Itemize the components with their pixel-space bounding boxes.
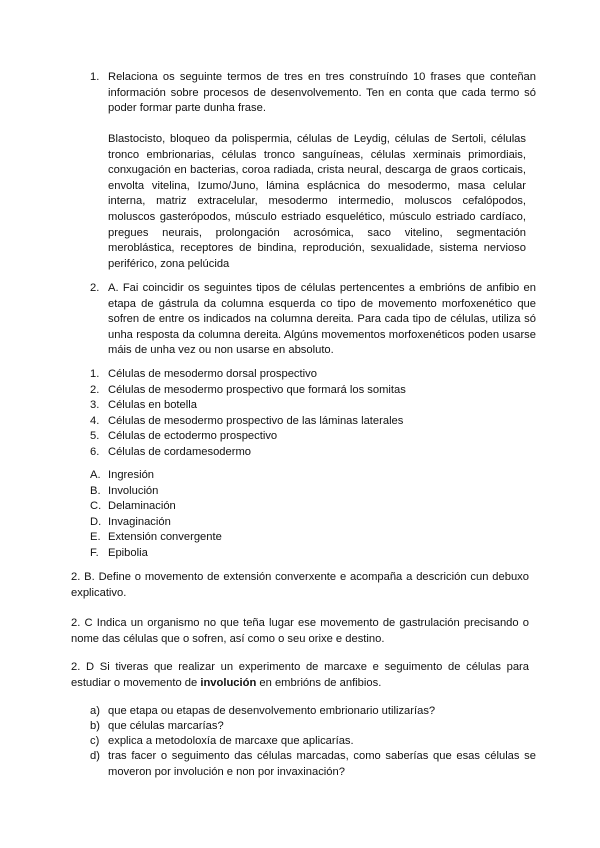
question-2-number: 2.	[90, 282, 100, 294]
question-2d	[71, 660, 529, 691]
question-2c: 2. C Indica un organismo no que teña lugar ese movemento de gastrulación precisando o nome das células que o sofren, así como o seu orixe e destino.	[71, 617, 529, 645]
document-page: 1. Relaciona os seguinte termos de tres en tres construíndo 10 frases que conteñan información sobre procesos de desenvolvemento. Ten en conta que cada termo só poder formar parte dunha frase. Blastocisto, bloqueo da polispermia, células de Leydig, células de Sertoli, células tronco embrionarias, células tronco sanguíneas, células xerminais primordiais, conxugación en bacterias, coroa radiada, crista neural, descarga de graos corticais, envolta vitelina, Izumo/Juno, lámina esplácnica do mesodermo, masa celular interna, matriz extracelular, mesodermo intermedio, moluscos cefalópodos, moluscos gasterópodos, músculo estriado esquelético, músculo estriado cardíaco, pregues neurais, prolongación acrosómica, saco vitelino, segmentación meroblástica, receptores de bindina, reprodución, sexualidade, sistema nervioso periférico, zona pelúcida 2. A. Fai coincidir os seguintes tipos de células pertencentes a embrións de anfibio en etapa de gástrula da columna esquerda co tipo de movemento morfoxenético que sofren de entre os indicados na columna dereita. Para cada tipo de células, utiliza só unha resposta da columna dereita. Algúns movementos morfoxenéticos poden usarse máis de unha vez ou non usarse en absoluto. 1. Células de mesodermo dorsal prospectivo 2. Células de mesodermo prospectivo que formará los somitas 3. Células en botella 4. Células de mesodermo prospectivo de las láminas laterales 5. Células de ectodermo prospectivo 6. Células de cordamesodermo A. Ingresión B. Involución C. Delaminación D. Invaginación E. Extensión convergente F. Epibolia 2. B. Define o movemento de extensión converxente e acompaña a descrición cun debuxo explicativo. 2. C Indica un organismo no que teña lugar ese movemento de gastrulación precisando o nome das células que o sofren, así como o seu orixe e destino. 2. D Si tiveras que realizar un experimento de marcaxe e seguimento de células para estudiar o movemento de involución en embrións de anfibios. a) que etapa ou etapas de desenvolvemento embrionario utilizarías? b) que células marcarías? c) explica a metodoloxía de marcaxe que aplicarías. d) tras facer o seguimento das células marcadas, como saberías que esas células se moveron por involución e non por invaxinación?	[0, 0, 600, 848]
question-1-number: 1.	[90, 71, 100, 83]
subquestion-b: b) que células marcarías?	[90, 720, 224, 732]
question-1	[90, 70, 536, 117]
question-2d-text-before: 2. D Si tiveras que realizar un experimento de marcaxe e seguimento de células para estudiar o movemento de	[71, 661, 529, 689]
question-2a-prompt: A. Fai coincidir os seguintes tipos de células pertencentes a embrións de anfibio en etapa de gástrula da columna esquerda co tipo de movemento morfoxenético que sofren de entre os indicados na columna dereita. Para cada tipo de células, utiliza só unha resposta da columna dereita. Algúns movementos morfoxenéticos poden usarse máis de unha vez ou non usarse en absoluto.	[108, 282, 536, 357]
question-2d-bold-term: involución	[200, 676, 257, 689]
subquestion-a: a) que etapa ou etapas de desenvolvemento embrionario utilizarías?	[90, 705, 436, 717]
question-2d-text-after: en embrións de anfibios.	[256, 676, 382, 689]
question-1-terms: Blastocisto, bloqueo da polispermia, células de Leydig, células de Sertoli, células tronco embrionarias, células tronco sanguíneas, células xerminais primordiais, conxugación en bacterias, coroa radiada, crista neural, descarga de graos corticais, envolta vitelina, Izumo/Juno, lámina esplácnica do mesodermo, masa celular interna, matriz extracelular, mesodermo intermedio, moluscos cefalópodos, moluscos gasterópodos, músculo estriado esquelético, músculo estriado cardíaco, pregues neurais, prolongación acrosómica, saco vitelino, segmentación meroblástica, receptores de bindina, reprodución, sexualidade, sistema nervioso periférico, zona pelúcida	[108, 133, 526, 270]
question-2a	[90, 281, 536, 359]
subquestion-d: d) tras facer o seguimento das células marcadas, como saberías que esas células se moveron por involución e non por invaxinación?	[90, 750, 536, 778]
question-1-prompt: Relaciona os seguinte termos de tres en tres construíndo 10 frases que conteñan información sobre procesos de desenvolvemento. Ten en conta que cada termo só poder formar parte dunha frase.	[108, 71, 536, 115]
subquestion-c: c) explica a metodoloxía de marcaxe que aplicarías.	[90, 735, 354, 747]
question-2b: 2. B. Define o movemento de extensión converxente e acompaña a descrición cun debuxo explicativo.	[71, 571, 529, 599]
